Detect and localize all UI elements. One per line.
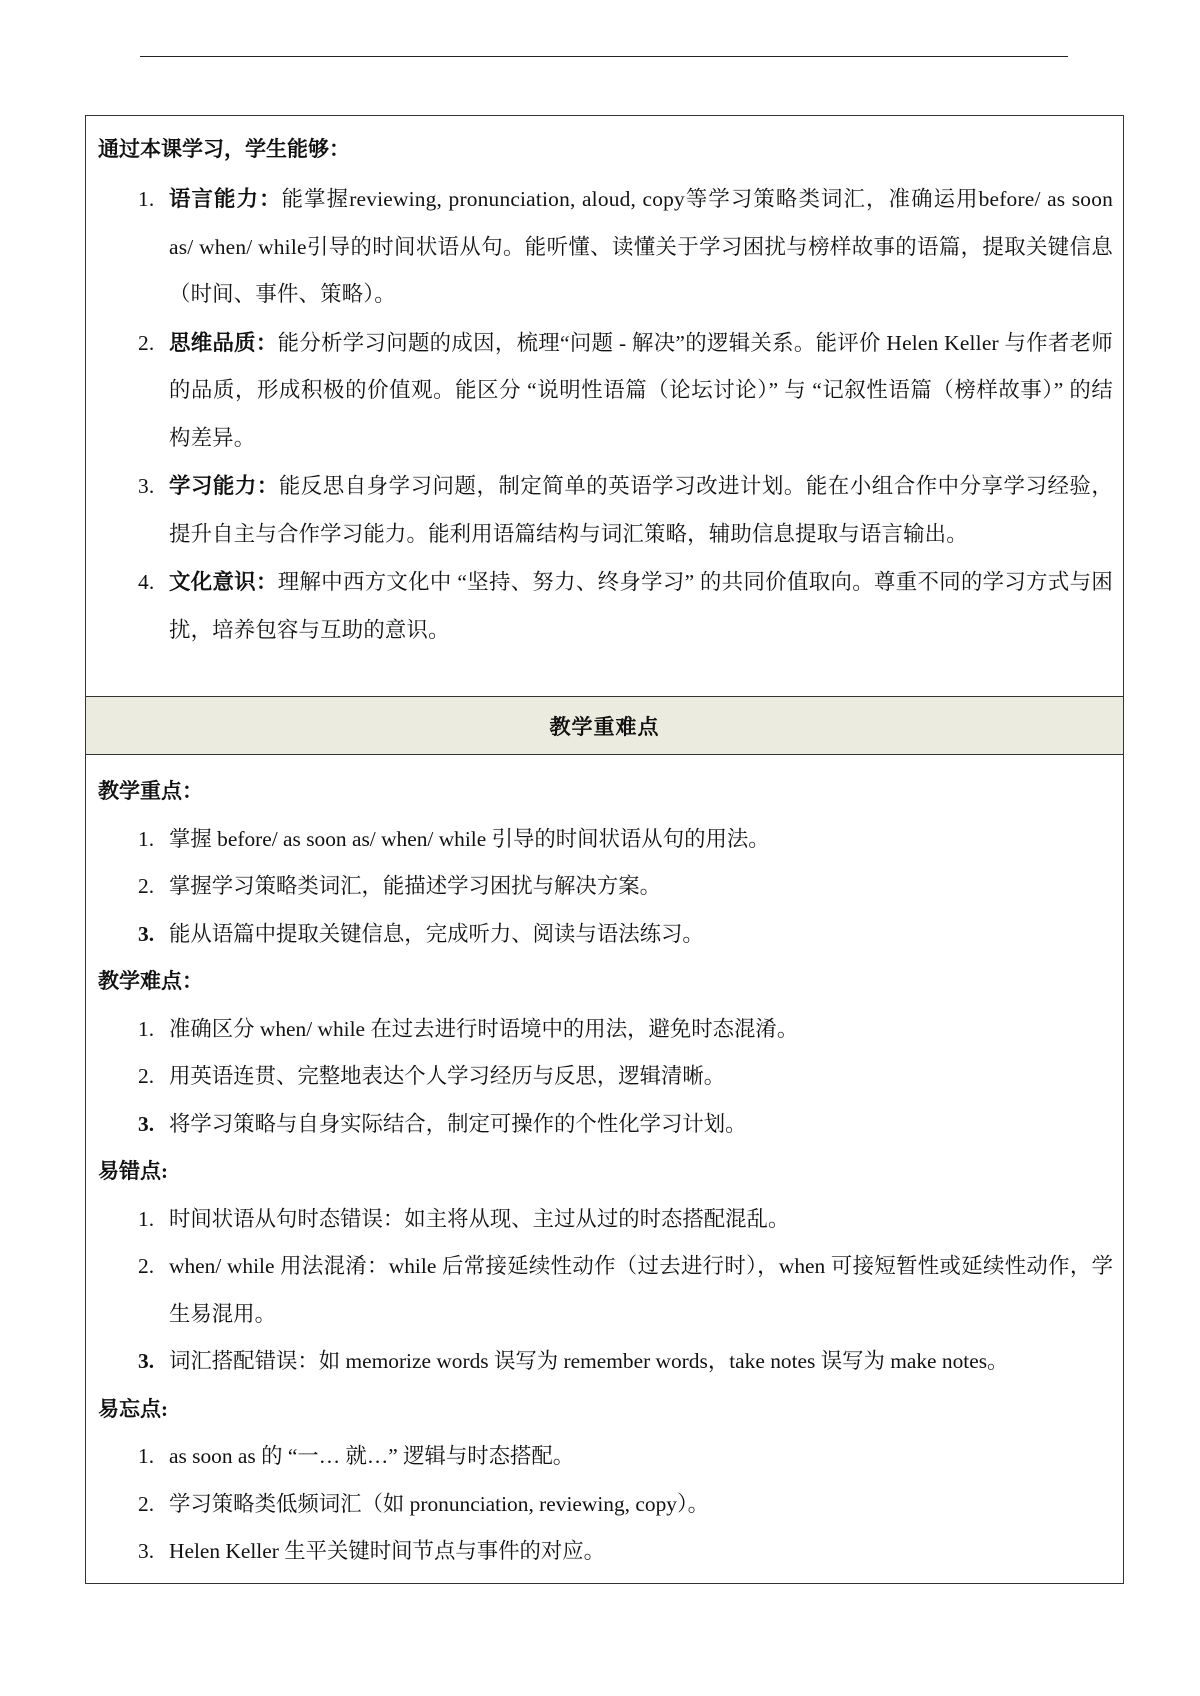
objective-number: 1. xyxy=(138,187,155,211)
list-item xyxy=(98,1053,1113,1101)
item-number: 1. xyxy=(138,1444,155,1468)
forget-points-title: 易忘点: xyxy=(98,1396,168,1421)
item-text: 掌握学习策略类词汇，能描述学习困扰与解决方案。 xyxy=(169,874,661,898)
list-item xyxy=(98,1481,1113,1529)
objective-item xyxy=(98,559,1113,654)
item-text: 将学习策略与自身实际结合，制定可操作的个性化学习计划。 xyxy=(169,1111,747,1136)
item-number: 2. xyxy=(138,874,155,898)
objectives-list xyxy=(98,176,1113,654)
item-number: 1. xyxy=(138,1206,155,1231)
section-header-title: 教学重难点 xyxy=(549,714,660,739)
objective-item xyxy=(98,176,1113,319)
list-item xyxy=(98,911,1113,959)
objective-item xyxy=(98,463,1113,558)
item-text: 能从语篇中提取关键信息，完成听力、阅读与语法练习。 xyxy=(169,921,704,946)
objective-number: 3. xyxy=(138,474,155,498)
item-text: as soon as 的 “一… 就…” 逻辑与时态搭配。 xyxy=(169,1444,575,1468)
objectives-section xyxy=(86,116,1123,696)
item-number: 2. xyxy=(138,1064,155,1088)
objective-item xyxy=(98,320,1113,463)
objective-keyword: 思维品质： xyxy=(169,330,278,355)
objective-text: 能掌握reviewing, pronunciation, aloud, copy等学习策略类词汇，准确运用before/ as soon as/ when/ while引导的时间状语从句。能听懂、读懂关于学习困扰与榜样故事的语篇，提取关键信息（时间、事件、策略）。 xyxy=(169,187,1113,306)
difficult-points-title: 教学难点： xyxy=(98,969,203,993)
objective-keyword: 学习能力： xyxy=(169,474,279,498)
item-text: Helen Keller 生平关键时间节点与事件的对应。 xyxy=(169,1539,606,1563)
objective-text: 能反思自身学习问题，制定简单的英语学习改进计划。能在小组合作中分享学习经验，提升自主与合作学习能力。能利用语篇结构与词汇策略，辅助信息提取与语言输出。 xyxy=(169,474,1113,546)
page-header-rule xyxy=(140,56,1068,57)
error-points-list xyxy=(98,1196,1113,1386)
list-item xyxy=(98,1101,1113,1149)
focus-section xyxy=(86,755,1123,1583)
difficult-points-list xyxy=(98,1006,1113,1149)
objective-keyword: 语言能力： xyxy=(169,187,282,211)
list-item xyxy=(98,1528,1113,1576)
key-points-list xyxy=(98,816,1113,959)
item-number: 1. xyxy=(138,826,155,851)
objective-number: 4. xyxy=(138,570,155,594)
item-number: 2. xyxy=(138,1254,155,1278)
section-header-band xyxy=(86,696,1123,755)
item-number: 1. xyxy=(138,1016,155,1041)
list-item xyxy=(98,1006,1113,1054)
item-number: 3. xyxy=(138,1111,155,1136)
item-number: 3. xyxy=(138,1539,155,1563)
objective-keyword: 文化意识： xyxy=(169,570,278,594)
item-number: 3. xyxy=(138,921,155,946)
item-number: 2. xyxy=(138,1491,155,1516)
list-item xyxy=(98,1338,1113,1386)
item-number: 3. xyxy=(138,1349,155,1373)
item-text: 掌握 before/ as soon as/ when/ while 引导的时间状语从句的用法。 xyxy=(169,826,770,851)
forget-points-list xyxy=(98,1433,1113,1576)
item-text: 用英语连贯、完整地表达个人学习经历与反思，逻辑清晰。 xyxy=(169,1064,726,1088)
objective-text: 能分析学习问题的成因，梳理“问题 - 解决”的逻辑关系。能评价 Helen Keller 与作者老师的品质，形成积极的价值观。能区分 “说明性语篇（论坛讨论）” 与 “记叙性语篇（榜样故事）” 的结构差异。 xyxy=(169,330,1113,450)
list-item xyxy=(98,1196,1113,1244)
objectives-lead: 通过本课学习，学生能够： xyxy=(98,137,350,161)
list-item xyxy=(98,816,1113,864)
item-text: 时间状语从句时态错误：如主将从现、主过从过的时态搭配混乱。 xyxy=(169,1206,790,1231)
lesson-plan-table xyxy=(85,115,1124,1584)
item-text: 学习策略类低频词汇（如 pronunciation, reviewing, copy）。 xyxy=(169,1491,710,1516)
list-item xyxy=(98,1433,1113,1481)
list-item xyxy=(98,863,1113,911)
objective-number: 2. xyxy=(138,330,155,355)
list-item xyxy=(98,1243,1113,1338)
item-text: when/ while 用法混淆：while 后常接延续性动作（过去进行时），when 可接短暂性或延续性动作，学生易混用。 xyxy=(169,1254,1113,1326)
objective-text: 理解中西方文化中 “坚持、努力、终身学习” 的共同价值取向。尊重不同的学习方式与困扰，培养包容与互助的意识。 xyxy=(169,570,1113,642)
item-text: 准确区分 when/ while 在过去进行时语境中的用法，避免时态混淆。 xyxy=(169,1016,799,1041)
key-points-title: 教学重点： xyxy=(98,779,203,803)
error-points-title: 易错点: xyxy=(98,1159,168,1183)
item-text: 词汇搭配错误：如 memorize words 误写为 remember words，take notes 误写为 make notes。 xyxy=(169,1349,1009,1373)
